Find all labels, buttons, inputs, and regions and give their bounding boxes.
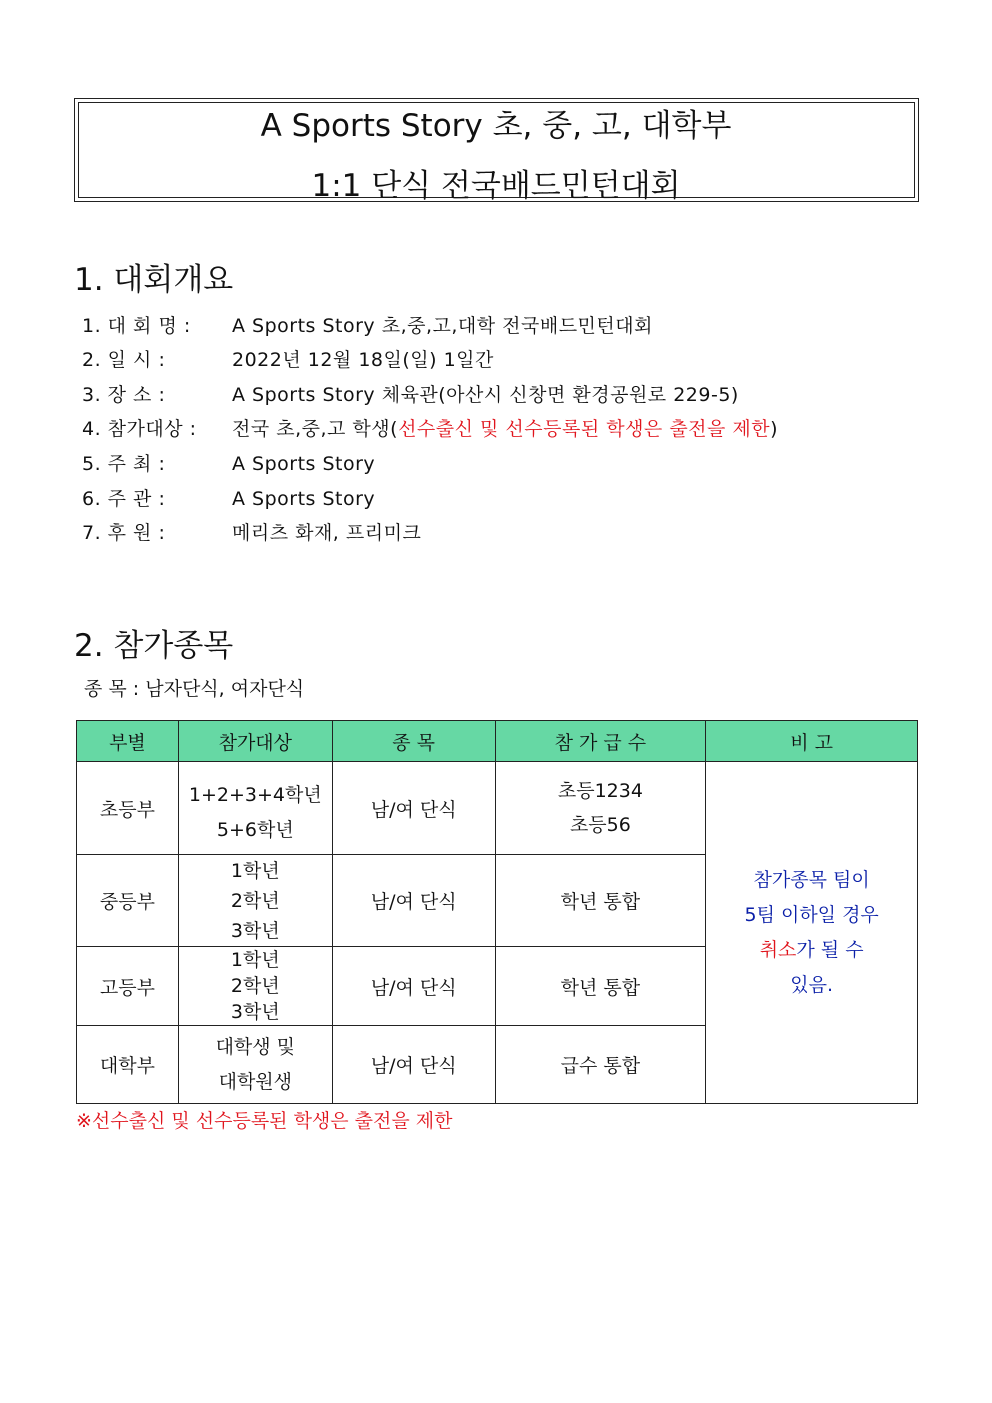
target-line: 3학년: [230, 1001, 280, 1023]
remark-line-rest: 가 될 수: [796, 938, 864, 961]
events-table: [76, 720, 918, 1104]
overview-item: [82, 484, 375, 511]
event-cell: 남/여 단식: [332, 947, 495, 1026]
division-cell: 초등부: [77, 762, 179, 855]
remark-cell: [706, 762, 918, 1104]
overview-label: 7. 후 원 :: [82, 522, 166, 544]
restriction-note: ※선수출신 및 선수등록된 학생은 출전을 제한: [76, 1110, 453, 1132]
header-division: 부별: [77, 721, 179, 762]
grade-line: 초등1234: [557, 780, 643, 802]
overview-label: 2. 일 시 :: [82, 349, 166, 371]
target-line: 대학원생: [218, 1070, 293, 1093]
event-cell: 남/여 단식: [332, 1026, 495, 1104]
grade-cell: 학년 통합: [495, 947, 706, 1026]
header-remark: 비 고: [706, 721, 918, 762]
grade-cell: 급수 통합: [495, 1026, 706, 1104]
header-event: 종 목: [332, 721, 495, 762]
overview-value: A Sports Story: [232, 488, 376, 510]
overview-value: 전국 초,중,고 학생(: [232, 418, 399, 440]
overview-label: 4. 참가대상 :: [82, 418, 197, 440]
target-line: 2학년: [230, 889, 280, 912]
target-line: 5+6학년: [216, 819, 294, 841]
target-line: 1+2+3+4학년: [188, 784, 322, 806]
target-line: 1학년: [230, 859, 280, 882]
overview-item: [82, 380, 739, 407]
remark-line: 5팀 이하일 경우: [744, 903, 879, 926]
grade-cell: [495, 762, 706, 855]
target-cell: [178, 762, 332, 855]
overview-value: 2022년 12월 18일(일) 1일간: [232, 349, 494, 371]
target-line: 2학년: [230, 975, 280, 997]
remark-line: [706, 933, 917, 968]
overview-label: 3. 장 소 :: [82, 384, 166, 406]
remark-line: 있음.: [790, 973, 833, 996]
event-cell: 남/여 단식: [332, 762, 495, 855]
overview-item: [82, 311, 653, 338]
grade-cell: 학년 통합: [495, 855, 706, 947]
table-row: [77, 762, 918, 855]
target-line: 3학년: [230, 919, 280, 942]
overview-value: A Sports Story: [232, 453, 376, 475]
remark-line: 참가종목 팀이: [753, 868, 870, 891]
overview-item: [82, 414, 778, 441]
header-grade: 참 가 급 수: [495, 721, 706, 762]
overview-value: 메리츠 화재, 프리미크: [232, 522, 422, 544]
target-line: 대학생 및: [215, 1035, 296, 1058]
target-cell: [178, 947, 332, 1026]
overview-label: 1. 대 회 명 :: [82, 315, 191, 337]
overview-value: A Sports Story 초,중,고,대학 전국배드민턴대회: [232, 315, 653, 337]
overview-item: [82, 449, 375, 476]
overview-label: 6. 주 관 :: [82, 488, 166, 510]
header-target: 참가대상: [178, 721, 332, 762]
section-heading-events: 2. 참가종목: [74, 628, 234, 664]
target-cell: [178, 1026, 332, 1104]
division-cell: 고등부: [77, 947, 179, 1026]
target-cell: [178, 855, 332, 947]
table-header-row: [77, 721, 918, 762]
events-line-value: 남자단식, 여자단식: [145, 678, 305, 700]
grade-line: 초등56: [569, 814, 631, 836]
target-line: 1학년: [230, 949, 280, 971]
overview-item: [82, 345, 494, 372]
division-cell: 중등부: [77, 855, 179, 947]
overview-value-end: ): [770, 418, 779, 440]
division-cell: 대학부: [77, 1026, 179, 1104]
title-line-2: 1:1 단식 전국배드민턴대회: [311, 168, 681, 204]
event-cell: 남/여 단식: [332, 855, 495, 947]
events-line-label: 종 목 :: [84, 678, 140, 700]
overview-label: 5. 주 최 :: [82, 453, 166, 475]
events-line: [84, 674, 304, 701]
overview-value: A Sports Story 체육관(아산시 신창면 환경공원로 229-5): [232, 384, 739, 406]
section-heading-overview: 1. 대회개요: [74, 262, 234, 298]
overview-value-restriction: 선수출신 및 선수등록된 학생은 출전을 제한: [398, 418, 771, 440]
remark-cancel-word: 취소: [759, 938, 797, 961]
title-line-1: A Sports Story 초, 중, 고, 대학부: [260, 108, 732, 144]
overview-item: [82, 518, 421, 545]
